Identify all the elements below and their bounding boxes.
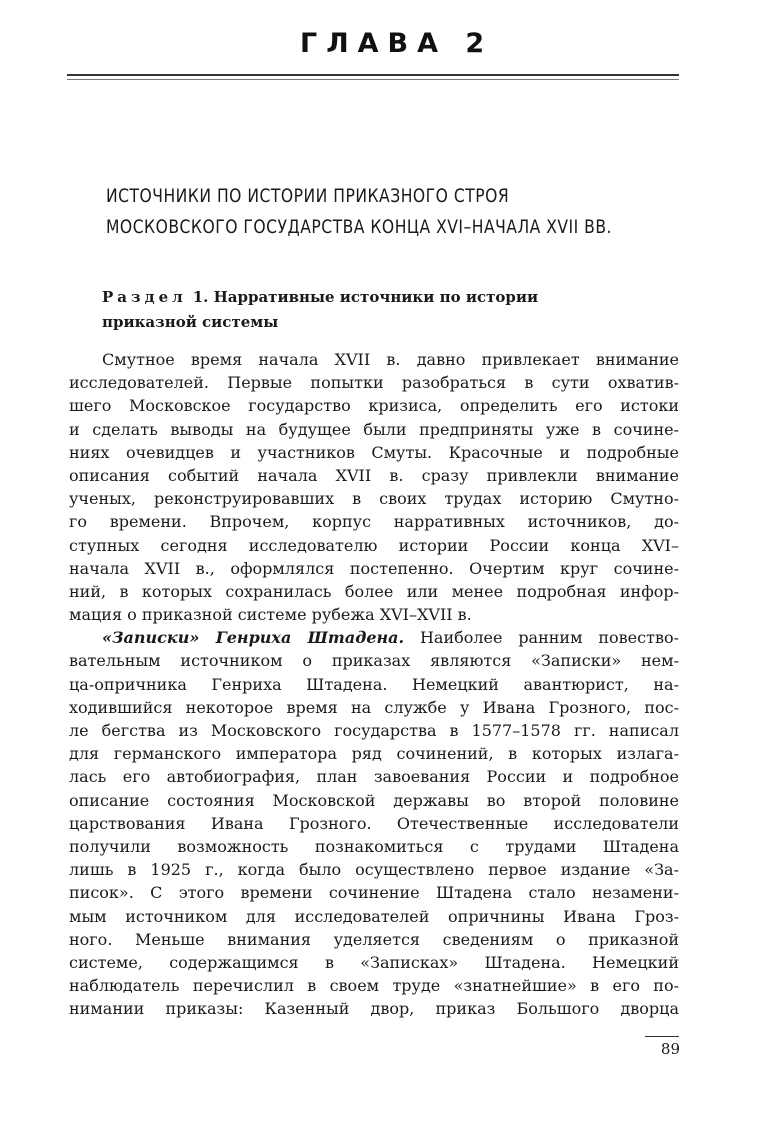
text-line: ступных сегодня исследователю истории России конца XVI– [69,535,679,555]
section-title-line: ИСТОЧНИКИ ПО ИСТОРИИ ПРИКАЗНОГО СТРОЯ [106,185,510,207]
chapter-rule-top [67,74,679,76]
page-number: 89 [660,1040,680,1058]
text-line: и сделать выводы на будущее были предприняты уже в сочине- [69,419,679,439]
text-line: лишь в 1925 г., когда было осуществлено первое издание «За- [69,860,679,880]
text-line: получили возможность познакомиться с трудами Штадена [69,836,679,856]
subsection-heading [102,285,622,335]
text-run: Наиболее ранним повество- [404,628,679,648]
section-title-line: МОСКОВСКОГО ГОСУДАРСТВА КОНЦА XVI–НАЧАЛА XVII ВВ. [106,216,612,238]
text-line: начала XVII в., оформлялся постепенно. Очертим круг сочине- [69,558,679,578]
text-line: исследователей. Первые попытки разобраться в сути охватив- [69,373,679,393]
chapter-heading: ГЛАВА 2 [300,28,494,59]
subsection-title-continued: приказной системы [102,313,279,331]
text-line: лась его автобиография, план завоевания России и подробное [69,767,679,787]
text-line: наблюдатель перечислил в своем труде «знатнейшие» в его по- [69,976,679,996]
text-line: ле бегства из Московского государства в 1577–1578 гг. написал [69,721,679,740]
text-line: ниях очевидцев и участников Смуты. Красочные и подробные [69,442,679,462]
subsection-label: Раздел [102,288,187,306]
text-line: ного. Меньше внимания уделяется сведениям о приказной [69,929,679,949]
text-line: Смутное время начала XVII в. давно привлекает внимание [102,350,679,369]
text-line: нимании приказы: Казенный двор, приказ Большого дворца [69,999,679,1019]
body-text [69,348,679,1020]
text-line: ний, в которых сохранилась более или менее подробная инфор- [69,581,679,601]
text-line [69,626,679,649]
text-line: ходившийся некоторое время на службе у Ивана Грозного, пос- [69,697,679,717]
subsection-title: 1. Нарративные источники по истории [192,288,539,306]
text-line: мым источником для исследователей опричнины Ивана Гроз- [69,906,679,926]
chapter-rule-bottom [67,79,679,80]
text-line: царствования Ивана Грозного. Отечественные исследователи [69,813,679,833]
section-title [106,181,696,243]
text-line: шего Московское государство кризиса, определить его истоки [69,396,679,416]
text-line: писок». С этого времени сочинение Штадена стало незамени- [69,883,679,903]
text-line: ученых, реконструировавших в своих трудах историю Смутно- [69,489,679,509]
text-line: описания событий начала XVII в. сразу привлекли внимание [69,465,679,485]
text-line: системе, содержащимся в «Записках» Штадена. Немецкий [69,952,679,972]
text-line: мация о приказной системе рубежа XVI–XVII в. [69,605,472,625]
text-line: го времени. Впрочем, корпус нарративных источников, до- [69,512,679,532]
source-title: «Записки» Генриха Штадена. [102,628,405,648]
text-line: описание состояния Московской державы во второй половине [69,790,679,810]
text-line: ца-опричника Генриха Штадена. Немецкий авантюрист, на- [69,674,679,694]
text-line: вательным источником о приказах являются «Записки» нем- [69,651,679,671]
footer-rule [645,1036,679,1037]
text-line: для германского императора ряд сочинений, в которых излага- [69,744,679,764]
